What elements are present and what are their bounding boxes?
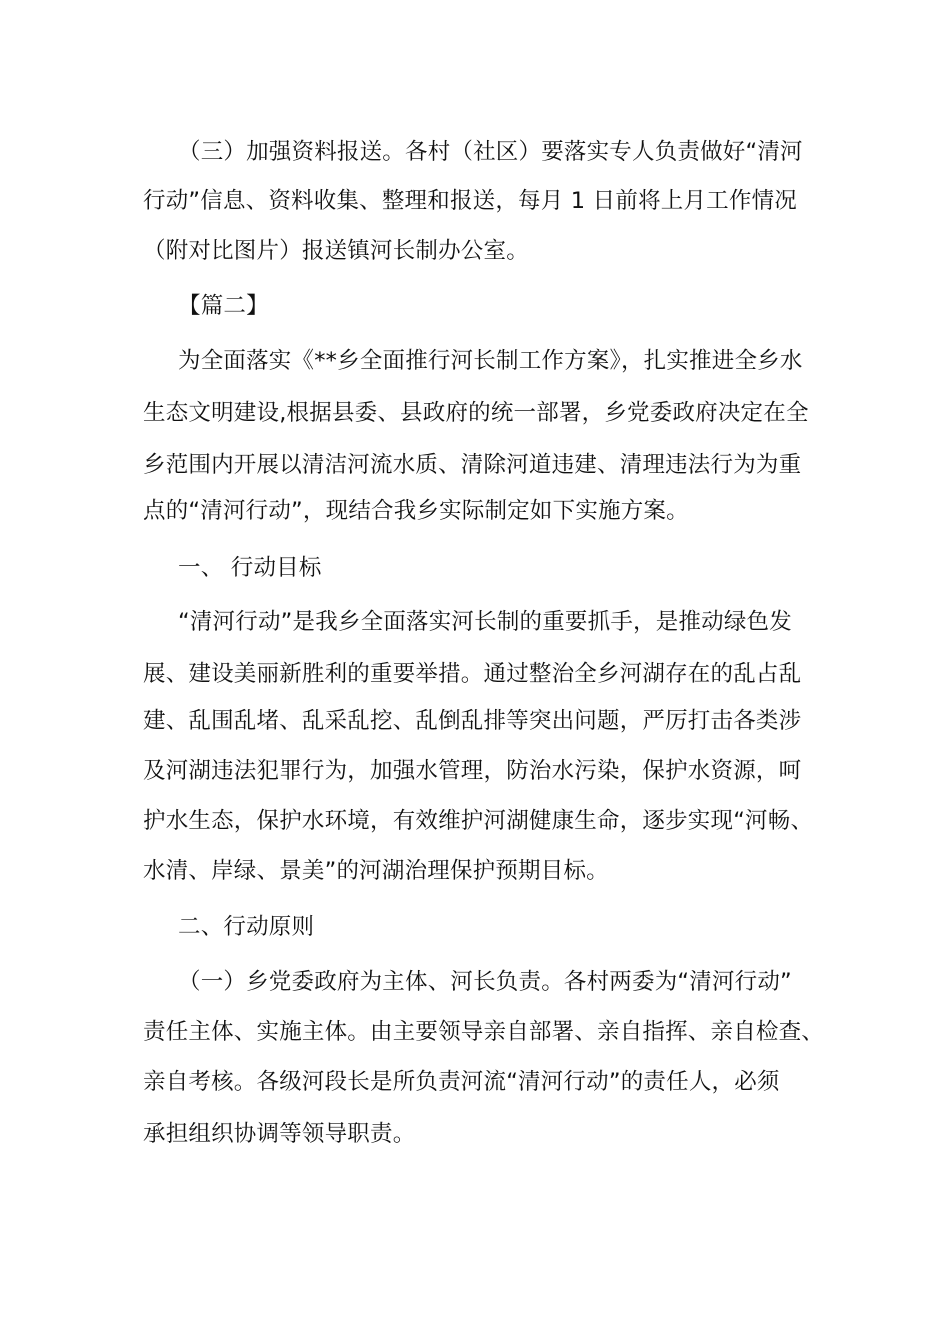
paragraph-line: 责任主体、实施主体。由主要领导亲自部署、亲自指挥、亲自检查、 (143, 1019, 825, 1045)
paragraph-line: 及河湖违法犯罪行为，加强水管理，防治水污染，保护水资源，呵 (143, 758, 802, 784)
paragraph-line: 行动”信息、资料收集、整理和报送，每月 1 日前将上月工作情况 (143, 188, 797, 214)
paragraph-line: 亲自考核。各级河段长是所负责河流“清河行动”的责任人，必须 (143, 1069, 780, 1095)
paragraph-line: “清河行动”是我乡全面落实河长制的重要抓手，是推动绿色发 (178, 609, 792, 635)
paragraph-line: （三）加强资料报送。各村（社区）要落实专人负责做好“清河 (178, 139, 803, 165)
paragraph-line: （一）乡党委政府为主体、河长负责。各村两委为“清河行动” (178, 969, 792, 995)
paragraph-line: 水清、岸绿、景美”的河湖治理保护预期目标。 (143, 858, 609, 884)
paragraph-line: 展、建设美丽新胜利的重要举措。通过整治全乡河湖存在的乱占乱 (143, 661, 802, 687)
paragraph-line: 生态文明建设,根据县委、县政府的统一部署，乡党委政府决定在全 (143, 400, 809, 426)
section-heading: 一、 行动目标 (178, 555, 322, 581)
paragraph-line: 建、乱围乱堵、乱采乱挖、乱倒乱排等突出问题，严厉打击各类涉 (143, 708, 802, 734)
paragraph-line: 护水生态，保护水环境，有效维护河湖健康生命，逐步实现“河畅、 (143, 808, 814, 834)
section-heading: 二、行动原则 (178, 914, 315, 940)
paragraph-line: 为全面落实《**乡全面推行河长制工作方案》，扎实推进全乡水 (178, 348, 803, 374)
paragraph-line: （附对比图片）报送镇河长制办公室。 (143, 238, 529, 264)
paragraph-line: 乡范围内开展以清洁河流水质、清除河道违建、清理违法行为为重 (143, 452, 802, 478)
paragraph-line: 承担组织协调等领导职责。 (143, 1121, 416, 1147)
section-heading: 【篇二】 (178, 293, 269, 319)
paragraph-line: 点的“清河行动”，现结合我乡实际制定如下实施方案。 (143, 498, 689, 524)
